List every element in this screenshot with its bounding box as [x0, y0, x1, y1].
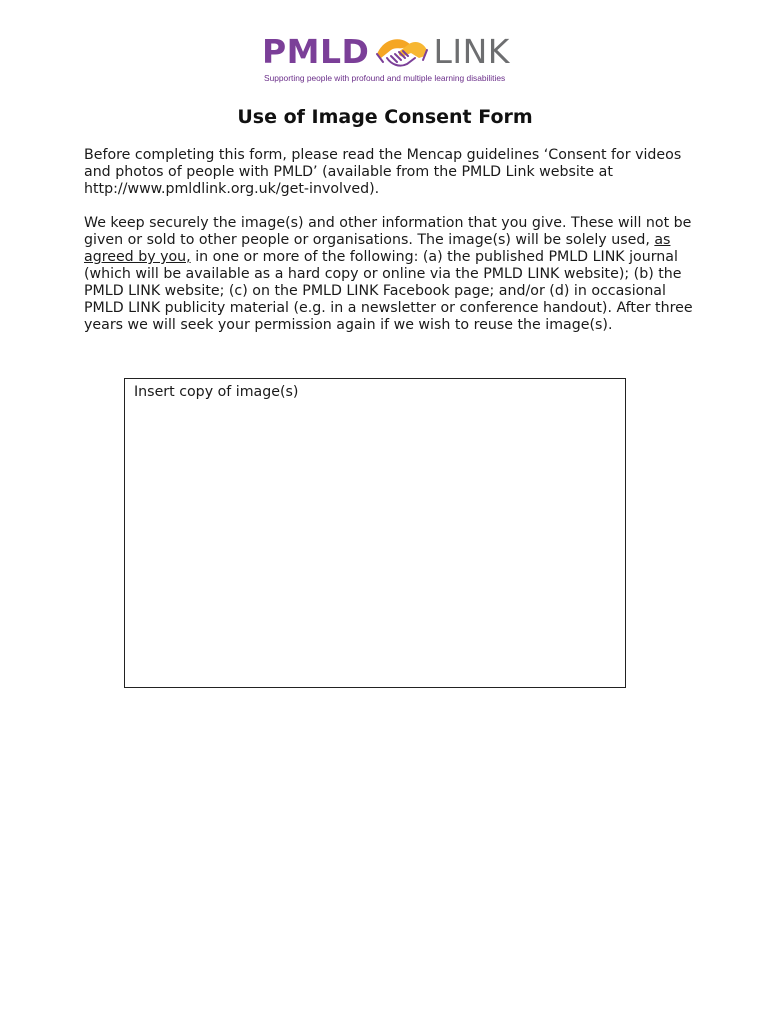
page-title: Use of Image Consent Form	[237, 106, 533, 128]
privacy-paragraph	[84, 215, 704, 334]
handshake-icon	[373, 32, 431, 72]
privacy-text-before: We keep securely the image(s) and other information that you give. These will not be given or sold to other people or organisations. The image(s) will be solely used,	[84, 215, 692, 248]
image-insert-label: Insert copy of image(s)	[134, 384, 299, 400]
logo-tagline: Supporting people with profound and multiple learning disabilities	[264, 73, 506, 83]
privacy-text-after: in one or more of the following: (a) the published PMLD LINK journal (which will be available as a hard copy or online via the PMLD LINK website); (b) the PMLD LINK website; (c) on the PMLD LINK Facebook page; and/or (d) in occasional PMLD LINK publicity material (e.g. in a newsletter or conference handout). After three years we will seek your permission again if we wish to reuse the image(s).	[84, 249, 693, 333]
logo-word-link: LINK	[433, 32, 510, 71]
logo-wordmark	[262, 32, 522, 72]
intro-paragraph: Before completing this form, please read the Mencap guidelines ‘Consent for videos and photos of people with PMLD’ (available from the PMLD Link website at http://www.pmldlink.org.uk/get-involved).	[84, 147, 682, 197]
privacy-text-underlined: as agreed by you,	[84, 232, 671, 265]
pmld-link-logo	[262, 32, 522, 88]
image-insert-box[interactable]	[124, 378, 626, 688]
logo-word-pmld: PMLD	[262, 32, 370, 71]
